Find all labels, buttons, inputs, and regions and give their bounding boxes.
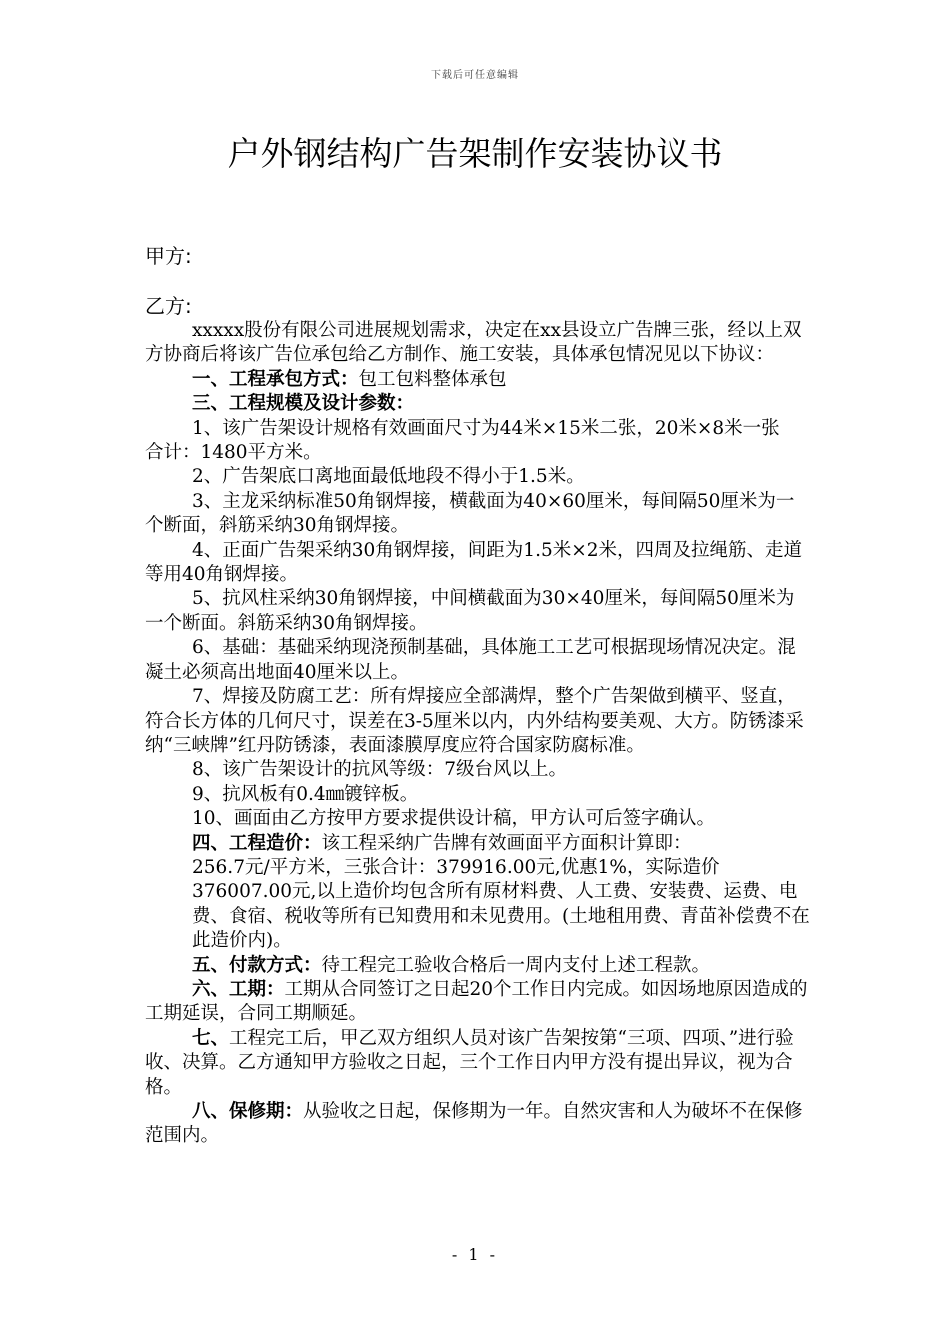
item-3: 3、主龙采纳标准50角钢焊接，横截面为40×60厘米，每间隔50厘米为一个断面，斜筋采纳30角钢焊接。 (145, 490, 795, 537)
item-6: 6、基础：基础采纳现浇预制基础，具体施工工艺可根据现场情况决定。混凝土必须高出地面40厘米以上。 (145, 637, 796, 683)
document-title: 户外钢结构广告架制作安装协议书 (227, 134, 723, 173)
section-7 (145, 1027, 810, 1100)
section-7-text: 工程完工后，甲乙双方组织人员对该广告架按第“三项、四项、”进行验收、决算。乙方通知甲方验收之日起，三个工作日内甲方没有提出异议，视为合格。 (145, 1027, 794, 1098)
section-8-text: 从验收之日起，保修期为一年。自然灾害和人为破坏不在保修范围内。 (145, 1101, 803, 1147)
section-1-label: 一、工程承包方式： (192, 368, 359, 390)
section-4-text-first: 该工程采纳广告牌有效画面平方面积计算即： (321, 832, 692, 854)
section-8 (145, 1100, 810, 1149)
party-b-label: 乙方: (145, 294, 192, 318)
section-5 (145, 954, 810, 978)
intro-paragraph: xxxxx股份有限公司进展规划需求，决定在xx县设立广告牌三张，经以上双方协商后将该广告位承包给乙方制作、施工安装，具体承包情况见以下协议： (145, 320, 802, 366)
section-4 (145, 832, 810, 856)
item-8: 8、该广告架设计的抗风等级：7级台风以上。 (192, 759, 568, 781)
item-9: 9、抗风板有0.4㎜镀锌板。 (192, 783, 419, 805)
section-3-label: 三、工程规模及设计参数： (192, 393, 415, 415)
section-4-label: 四、工程造价： (192, 832, 322, 854)
item-10: 10、画面由乙方按甲方要求提供设计稿，甲方认可后签字确认。 (192, 808, 716, 830)
section-6-label: 六、工期： (192, 978, 285, 1000)
item-7: 7、焊接及防腐工艺：所有焊接应全部满焊，整个广告架做到横平、竖直，符合长方体的几何尺寸，误差在3-5厘米以内，内外结构要美观、大方。防锈漆采纳“三峡牌”红丹防锈漆，表面漆膜厚度应符合国家防腐标准。 (145, 686, 804, 756)
section-6 (145, 978, 810, 1027)
item-2: 2、广告架底口离地面最低地段不得小于1.5米。 (192, 466, 585, 488)
section-5-text: 待工程完工验收合格后一周内支付上述工程款。 (321, 954, 711, 976)
section-5-label: 五、付款方式： (192, 954, 322, 976)
item-1: 1、该广告架设计规格有效画面尺寸为44米×15米二张，20米×8米一张 合计：1480平方米。 (145, 417, 799, 464)
agreement-body (145, 319, 810, 1149)
section-4-continued: 256.7元/平方米，三张合计：379916.00元,优惠1%，实际造价376007.00元,以上造价均包含所有原材料费、人工费、安装费、运费、电费、食宿、税收等所有已知费用和未见费用。(土地租用费、青苗补偿费不在此造价内)。 (192, 856, 810, 952)
section-1 (145, 368, 810, 392)
item-4: 4、正面广告架采纳30角钢焊接，间距为1.5米×2米，四周及拉绳筋、走道等用40角钢焊接。 (145, 539, 803, 586)
item-5: 5、抗风柱采纳30角钢焊接，中间横截面为30×40厘米，每间隔50厘米为一个断面。斜筋采纳30角钢焊接。 (145, 588, 795, 634)
party-a-label: 甲方: (145, 244, 192, 268)
section-1-text: 包工包料整体承包 (358, 368, 507, 390)
section-6-text: 工期从合同签订之日起20个工作日内完成。如因场地原因造成的工期延误，合同工期顺延。 (145, 978, 808, 1025)
section-3 (145, 392, 810, 416)
section-7-label: 七、 (192, 1027, 230, 1049)
page-number: - 1 - (451, 1245, 499, 1264)
section-8-label: 八、保修期： (192, 1101, 304, 1122)
header-note: 下载后可任意编辑 (431, 70, 519, 81)
